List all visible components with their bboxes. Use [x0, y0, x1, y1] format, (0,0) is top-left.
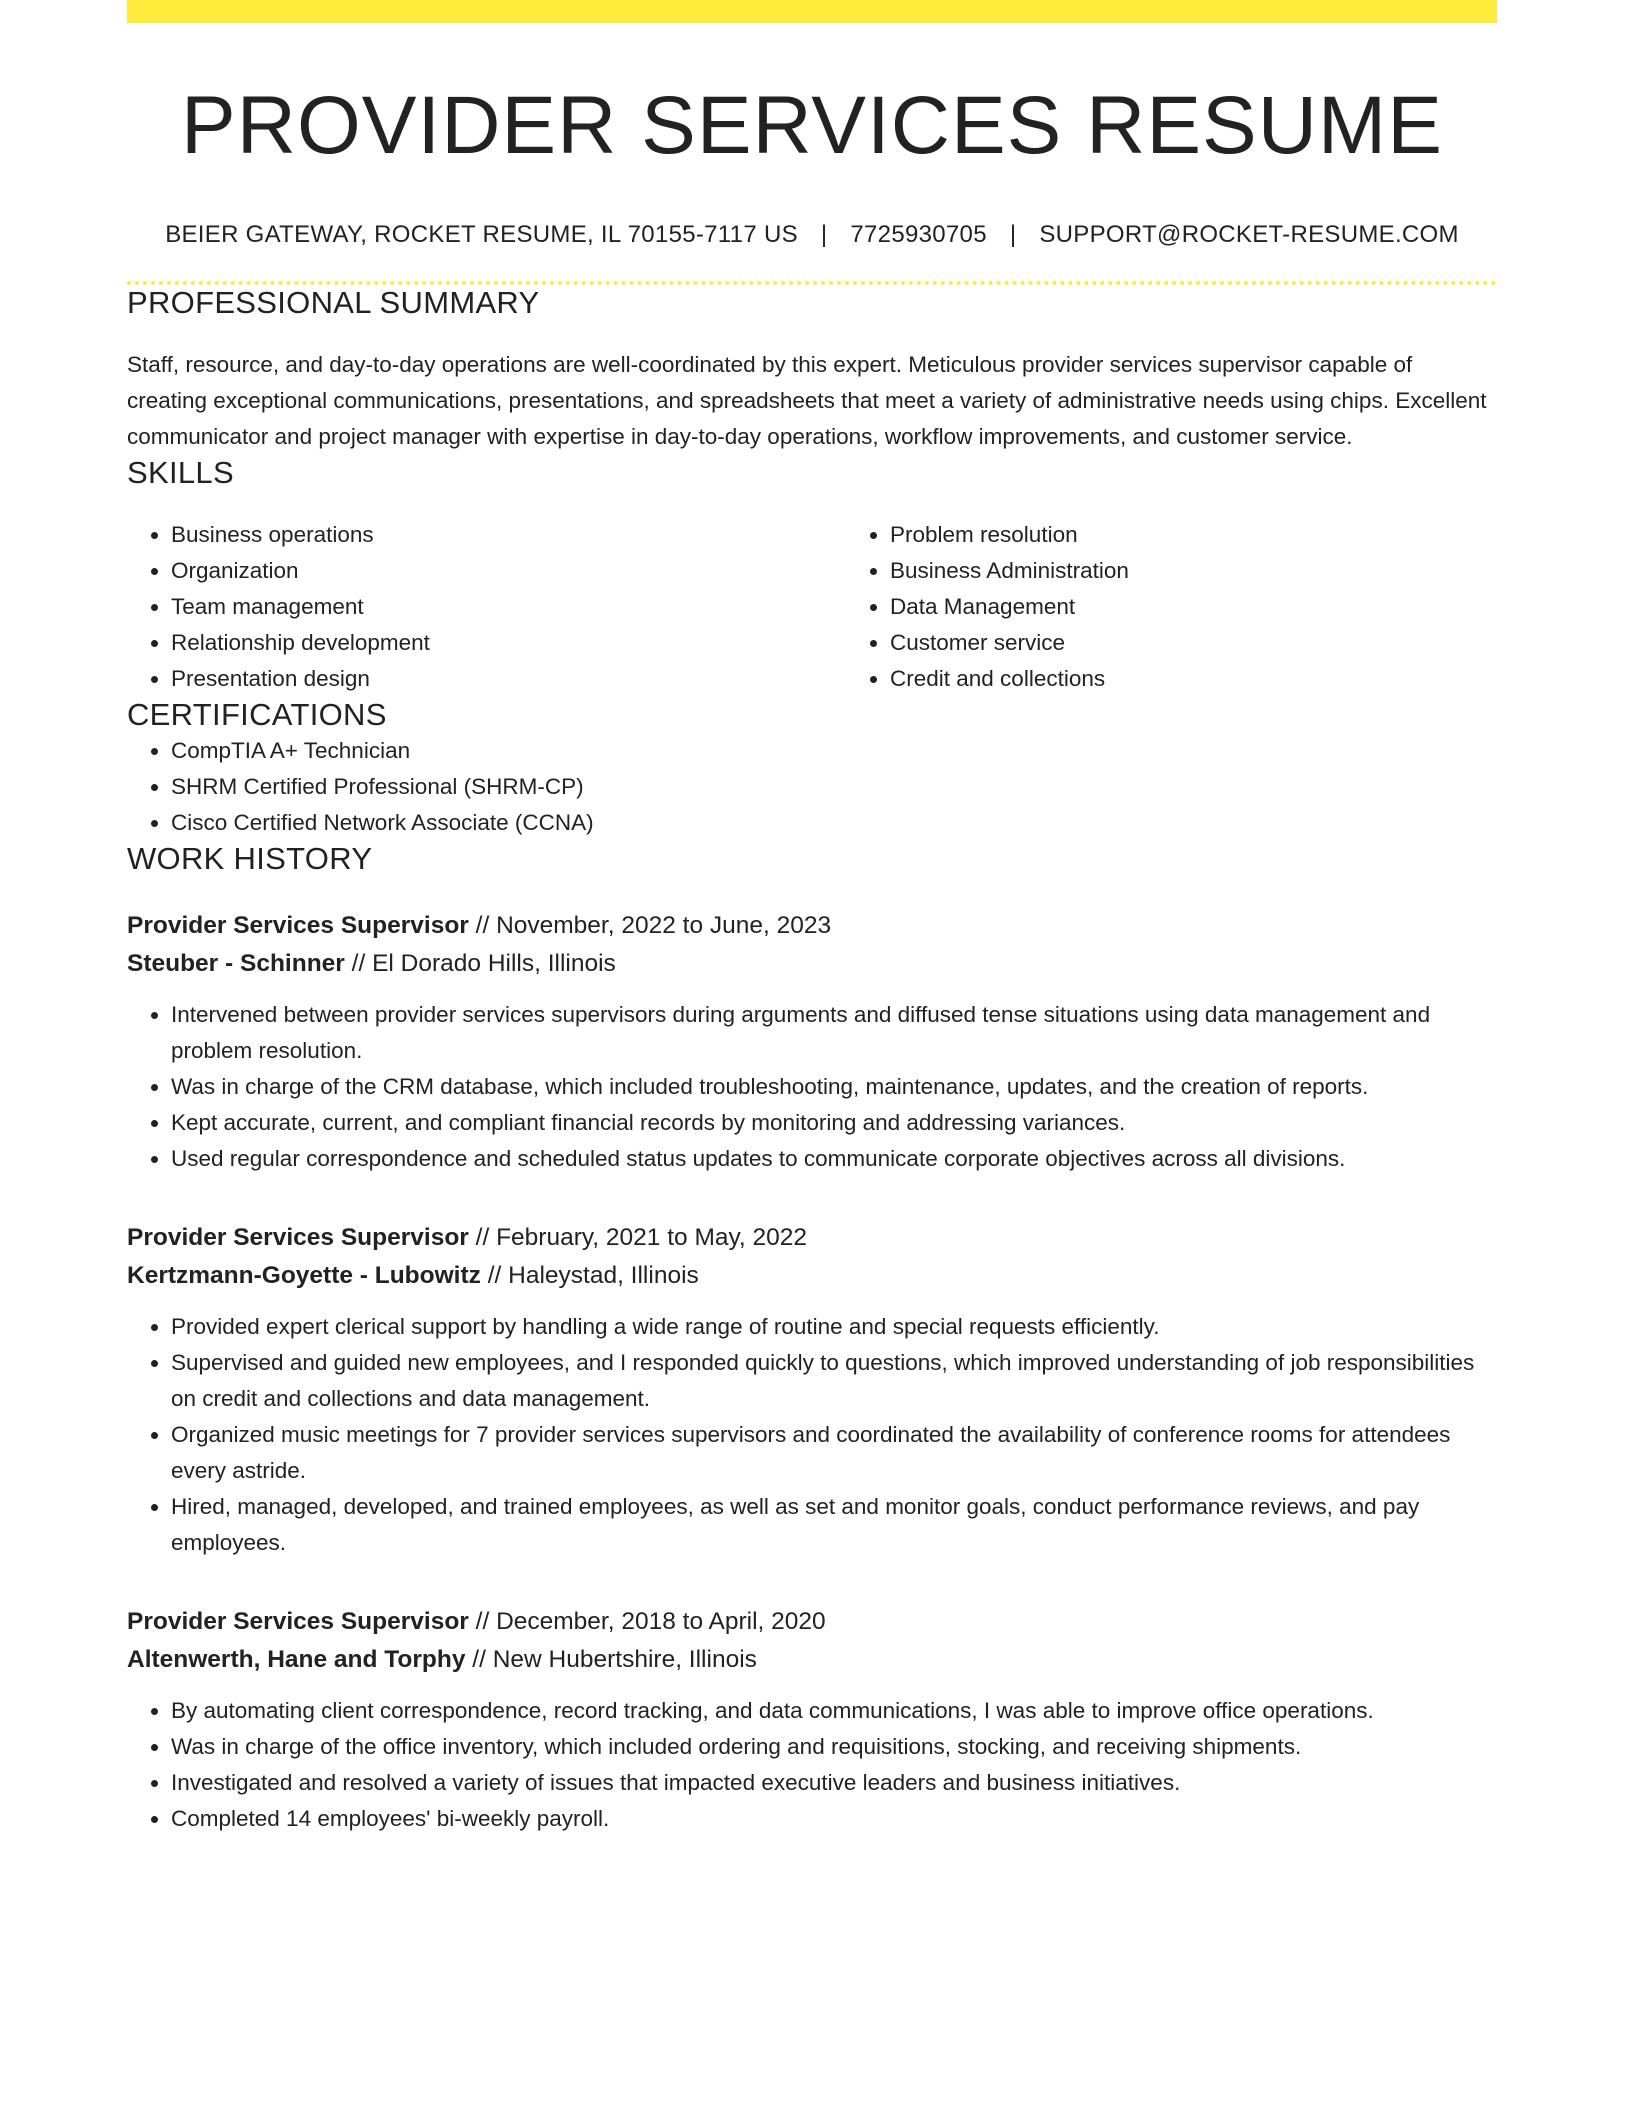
job-bullet: • Intervened between provider services supervisors during arguments and diffused tense situations using data management and problem resolution. [171, 997, 1497, 1069]
resume-page [127, 0, 1497, 1837]
certifications-list [127, 733, 1497, 841]
job-location: El Dorado Hills, Illinois [372, 950, 616, 978]
job-company: Altenwerth, Hane and Torphy [127, 1646, 466, 1674]
certification-item: • Cisco Certified Network Associate (CCNA) [171, 805, 1497, 841]
skill-item: • Customer service [890, 625, 1565, 661]
summary-text: Staff, resource, and day-to-day operations are well-coordinated by this expert. Meticulous provider services supervisor capable of creating exceptional communications, presentations, and spreadsheets that meet a variety of administrative needs using chips. Excellent communicator and project manager with expertise in day-to-day operations, workflow improvements, and customer service. [127, 352, 1487, 450]
job-bullet: • Supervised and guided new employees, and I responded quickly to questions, which improved understanding of job responsibilities on credit and collections and data management. [171, 1345, 1497, 1417]
job-bullet: • Completed 14 employees' bi-weekly payroll. [171, 1801, 1497, 1837]
skill-item: • Presentation design [171, 661, 846, 697]
job-company-line [127, 1641, 1497, 1679]
job-bullets [127, 1693, 1497, 1837]
job-title-line [127, 1603, 1497, 1641]
field-delimiter: // [468, 1224, 497, 1252]
contact-separator: | [1009, 221, 1017, 249]
resume-title: PROVIDER SERVICES RESUME [181, 80, 1443, 171]
certification-item: • SHRM Certified Professional (SHRM-CP) [171, 769, 1497, 805]
skill-item: • Credit and collections [890, 661, 1565, 697]
job-bullet: • Used regular correspondence and scheduled status updates to communicate corporate objectives across all divisions. [171, 1141, 1497, 1177]
skill-item: • Business Administration [890, 553, 1565, 589]
field-delimiter: // [480, 1262, 509, 1290]
job-bullet: • Provided expert clerical support by handling a wide range of routine and special requests efficiently. [171, 1309, 1497, 1345]
job-company: Steuber - Schinner [127, 950, 345, 978]
job-company-line [127, 945, 1497, 983]
job-title-line [127, 907, 1497, 945]
field-delimiter: // [468, 912, 497, 940]
skill-item: • Relationship development [171, 625, 846, 661]
contact-separator: | [820, 221, 828, 249]
job-location: Haleystad, Illinois [508, 1262, 699, 1290]
job-bullet: • By automating client correspondence, record tracking, and data communications, I was able to improve office operations. [171, 1693, 1497, 1729]
job-title-line [127, 1219, 1497, 1257]
job-title: Provider Services Supervisor [127, 912, 469, 940]
job-company: Kertzmann-Goyette - Lubowitz [127, 1262, 481, 1290]
summary-heading: PROFESSIONAL SUMMARY [127, 285, 540, 321]
work-history-heading: WORK HISTORY [127, 841, 373, 877]
job-bullet: • Investigated and resolved a variety of issues that impacted executive leaders and business initiatives. [171, 1765, 1497, 1801]
contact-phone: 7725930705 [850, 221, 987, 249]
skills-right-list [846, 517, 1565, 697]
certifications-heading: CERTIFICATIONS [127, 697, 387, 733]
job-bullet: • Was in charge of the office inventory, which included ordering and requisitions, stocking, and receiving shipments. [171, 1729, 1497, 1765]
skills-heading: SKILLS [127, 455, 234, 491]
job-entry [127, 1219, 1497, 1561]
accent-top-bar [127, 0, 1497, 23]
job-company-line [127, 1257, 1497, 1295]
job-bullet: • Kept accurate, current, and compliant financial records by monitoring and addressing variances. [171, 1105, 1497, 1141]
job-dates: November, 2022 to June, 2023 [496, 912, 832, 940]
job-dates: December, 2018 to April, 2020 [496, 1608, 826, 1636]
field-delimiter: // [468, 1608, 497, 1636]
job-title: Provider Services Supervisor [127, 1224, 469, 1252]
job-bullet: • Hired, managed, developed, and trained employees, as well as set and monitor goals, conduct performance reviews, and pay employees. [171, 1489, 1497, 1561]
certification-item: • CompTIA A+ Technician [171, 733, 1497, 769]
contact-address: BEIER GATEWAY, ROCKET RESUME, IL 70155-7117 US [165, 221, 798, 249]
skill-item: • Business operations [171, 517, 846, 553]
job-entry [127, 907, 1497, 1177]
skill-item: • Team management [171, 589, 846, 625]
skills-left-list [127, 517, 846, 697]
skill-item: • Data Management [890, 589, 1565, 625]
contact-email: SUPPORT@ROCKET-RESUME.COM [1039, 221, 1459, 249]
job-entry [127, 1603, 1497, 1837]
skill-item: • Problem resolution [890, 517, 1565, 553]
contact-line [127, 221, 1497, 249]
job-location: New Hubertshire, Illinois [492, 1646, 757, 1674]
skills-columns [127, 517, 1497, 697]
skill-item: • Organization [171, 553, 846, 589]
field-delimiter: // [465, 1646, 493, 1674]
field-delimiter: // [344, 950, 373, 978]
job-bullet: • Organized music meetings for 7 provider services supervisors and coordinated the availability of conference rooms for attendees every astride. [171, 1417, 1497, 1489]
job-bullets [127, 997, 1497, 1177]
job-dates: February, 2021 to May, 2022 [496, 1224, 808, 1252]
job-title: Provider Services Supervisor [127, 1608, 469, 1636]
job-bullets [127, 1309, 1497, 1561]
job-bullet: • Was in charge of the CRM database, which included troubleshooting, maintenance, updates, and the creation of reports. [171, 1069, 1497, 1105]
